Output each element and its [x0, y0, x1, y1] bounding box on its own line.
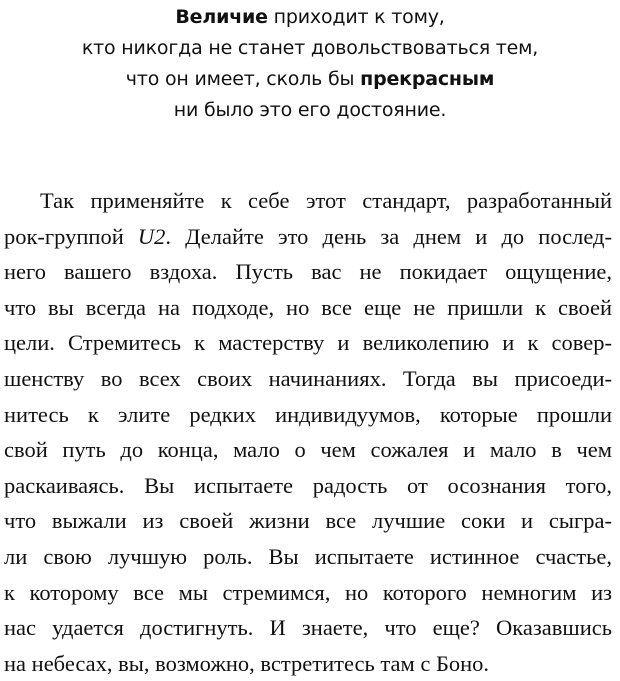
quote-line	[40, 2, 580, 33]
quote-line: ни было это его достояние.	[173, 99, 447, 121]
paragraph-line: к которому все мы стремимся, но которого немногим из	[4, 579, 612, 605]
paragraph-line: что вы всегда на подходе, но все еще не пришли к своей	[4, 294, 612, 320]
paragraph-line	[4, 219, 612, 255]
paragraph-line: шенству во всех своих начинаниях. Тогда вы присоеди-	[4, 365, 612, 391]
paragraph-line: свой путь до конца, мало о чем сожалея и мало в чем	[4, 437, 612, 463]
paragraph-line: нитесь к элите редких индивидуумов, которые прошли	[4, 401, 612, 427]
paragraph-line: него вашего вздоха. Пусть вас не покидает ощущение,	[4, 259, 612, 285]
quote-text: приходит к тому,	[267, 6, 445, 28]
paragraph-line: на небесах, вы, возможно, встретитесь там с Боно.	[4, 650, 490, 676]
paragraph-line: что выжали из своей жизни все лучшие соки и сыгра-	[4, 508, 612, 534]
paragraph-line: раскаиваясь. Вы испытаете радость от осознания того,	[4, 472, 612, 498]
quote-line	[40, 64, 580, 95]
band-name: U2	[137, 223, 166, 249]
quote-bold-word: прекрасным	[360, 68, 495, 90]
body-paragraph	[4, 183, 612, 681]
quote-line: кто никогда не станет довольствоваться тем,	[81, 37, 539, 59]
quote-bold-word: Величие	[175, 6, 268, 28]
paragraph-text: рок-группой	[4, 223, 138, 249]
quote-text: что он имеет, сколь бы	[125, 68, 361, 90]
paragraph-text: . Делайте это день за днем и до послед-	[165, 223, 612, 249]
paragraph-line: нас удается достигнуть. И знаете, что еще? Оказавшись	[4, 615, 612, 641]
epigraph-quote	[40, 2, 580, 126]
paragraph-line: Так применяйте к себе этот стандарт, разработанный	[40, 188, 612, 213]
paragraph-line: цели. Стремитесь к мастерству и великолепию и к совер-	[4, 330, 612, 356]
paragraph-line: ли свою лучшую роль. Вы испытаете истинное счастье,	[4, 543, 612, 569]
